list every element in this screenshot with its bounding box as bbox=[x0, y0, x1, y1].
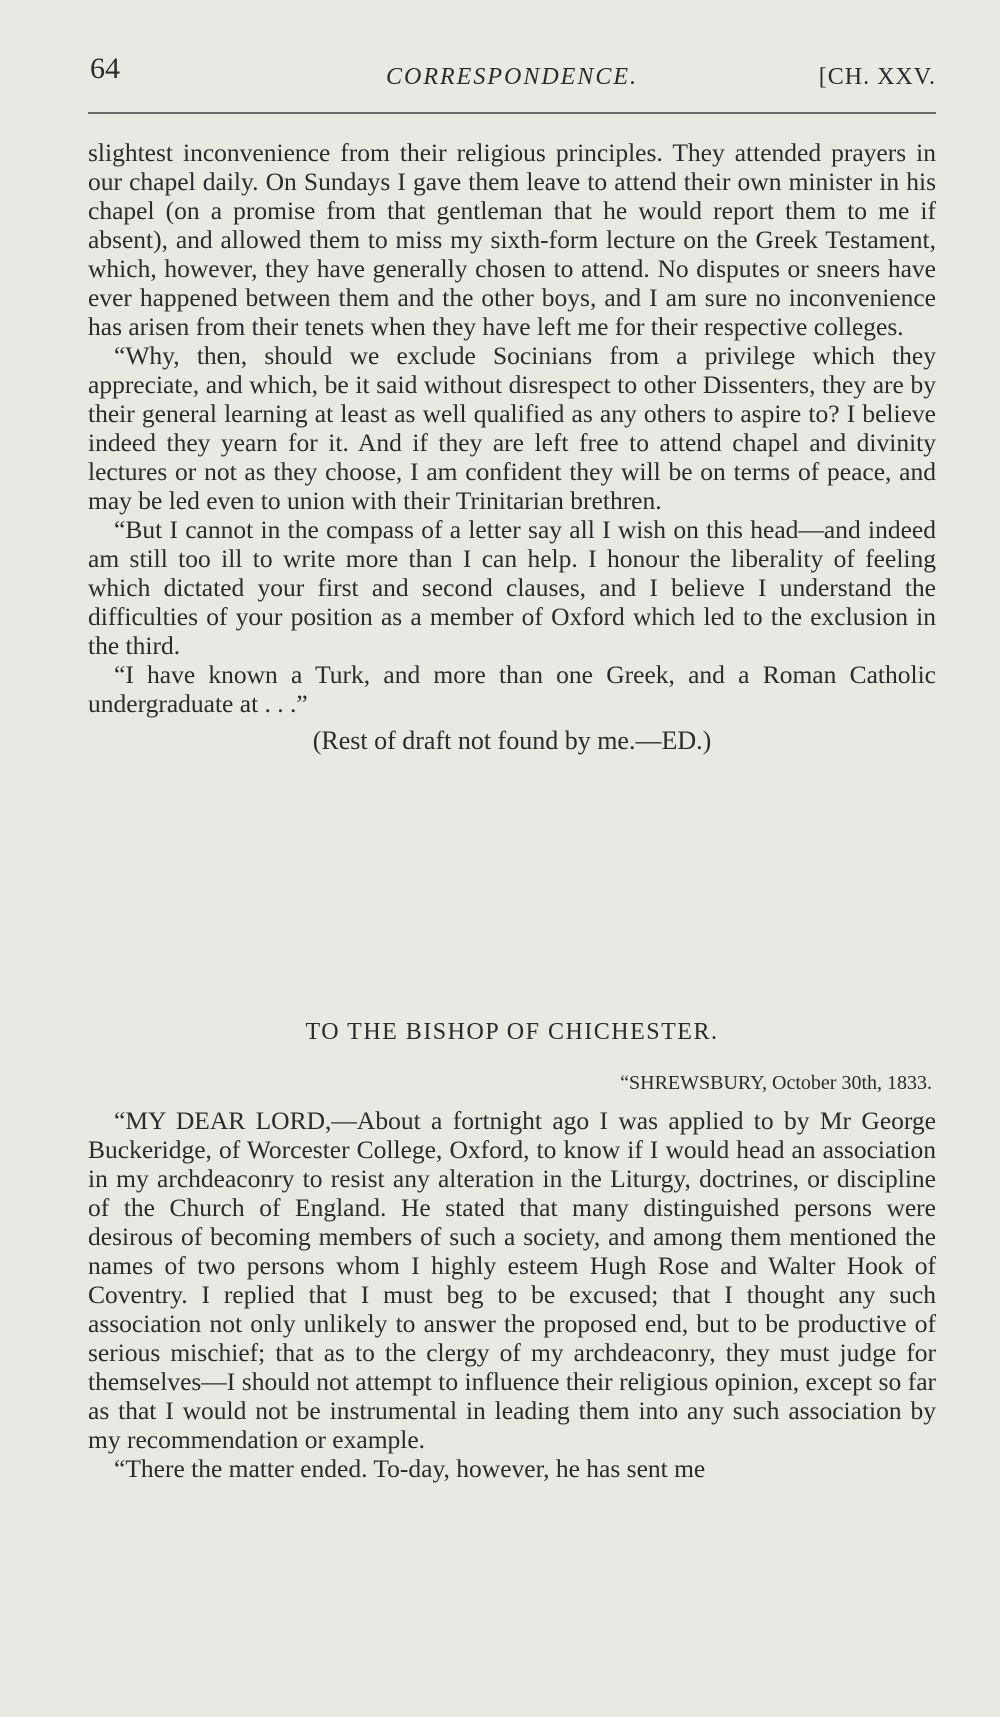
paragraph: “I have known a Turk, and more than one Greek, and a Roman Catholic undergraduate at . . .” bbox=[88, 660, 936, 718]
editor-note: (Rest of draft not found by me.—ED.) bbox=[312, 726, 712, 755]
running-title: CORRESPONDENCE. bbox=[386, 64, 638, 90]
header-rule bbox=[88, 112, 936, 115]
page-header bbox=[88, 52, 936, 102]
paragraph: “Why, then, should we exclude Socinians from a privilege which they appreciate, and which, be it said without disrespect to other Dissenters, they are by their general learning at least as well qualified as any others to aspire to? I believe indeed they yearn for it. And if they are left free to attend chapel and divinity lectures or not as they choose, I am confident they will be on terms of peace, and may be led even to union with their Trinitarian brethren. bbox=[88, 341, 936, 515]
letter-dateline: “SHREWSBURY, October 30th, 1833. bbox=[620, 1072, 932, 1094]
chapter-reference: [CH. XXV. bbox=[818, 64, 936, 90]
page-number: 64 bbox=[90, 52, 120, 85]
paragraph: slightest inconvenience from their religious principles. They attended prayers in our chapel daily. On Sundays I gave them leave to attend their own minister in his chapel (on a promise from that gentleman that he would report them to me if absent), and allowed them to miss my sixth-form lecture on the Greek Testament, which, however, they have generally chosen to attend. No disputes or sneers have ever happened between them and the other boys, and I am sure no inconvenience has arisen from their tenets when they have left me for their respective colleges. bbox=[88, 138, 936, 341]
body-text bbox=[88, 138, 936, 755]
salutation: “MY DEAR LORD, bbox=[114, 1106, 332, 1135]
paragraph: “But I cannot in the compass of a letter say all I wish on this head—and indeed am still too ill to write more than I can help. I honour the liberality of feeling which dictated your first and second clauses, and I believe I understand the difficulties of your position as a member of Oxford which led to the exclusion in the third. bbox=[88, 515, 936, 660]
letter-paragraph: “There the matter ended. To-day, however, he has sent me bbox=[114, 1454, 706, 1483]
letter-heading: TO THE BISHOP OF CHICHESTER. bbox=[305, 1019, 719, 1045]
letter-paragraph bbox=[88, 1106, 936, 1454]
letter-section bbox=[88, 1018, 936, 1483]
letter-paragraph-text: —About a fortnight ago I was applied to by Mr George Buckeridge, of Worcester College, Oxford, to know if I would head an association in my archdeaconry to resist any alteration in the Liturgy, doctrines, or discipline of the Church of England. He stated that many distinguished persons were desirous of becoming members of such a society, and among them mentioned the names of two persons whom I highly esteem Hugh Rose and Walter Hook of Coventry. I replied that I must beg to be excused; that I thought any such association not only unlikely to answer the proposed end, but to be productive of serious mischief; that as to the clergy of my archdeaconry, they must judge for themselves—I should not attempt to influence their religious opinion, except so far as that I would not be instrumental in leading them into any such association by my recommendation or example. bbox=[88, 1106, 936, 1454]
